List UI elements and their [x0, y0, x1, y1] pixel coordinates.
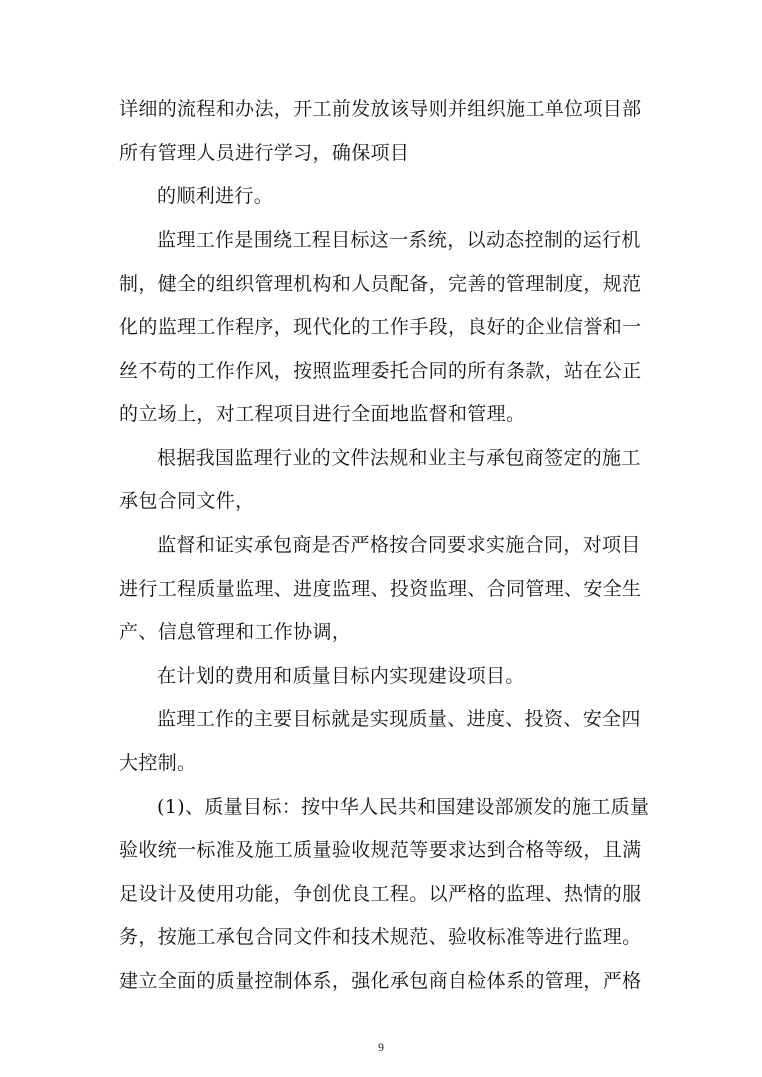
text-line: 丝不苟的工作作风，按照监理委托合同的所有条款，站在公正 — [119, 360, 642, 382]
text-line: 承包合同文件， — [119, 490, 255, 512]
paragraph-start-line: 在计划的费用和质量目标内实现建设项目。 — [157, 665, 525, 687]
text-line: 务，按施工承包合同文件和技术规范、验收标准等进行监理。 — [119, 926, 642, 948]
text-line: 所有管理人员进行学习，确保项目 — [119, 142, 410, 164]
text-line: 足设计及使用功能，争创优良工程。以严格的监理、热情的服 — [119, 883, 642, 905]
text-line: 进行工程质量监理、进度监理、投资监理、合同管理、安全生 — [119, 578, 642, 600]
text-line: 化的监理工作程序，现代化的工作手段，良好的企业信誉和一 — [119, 316, 642, 338]
text-line: 详细的流程和办法，开工前发放该导则并组织施工单位项目部 — [119, 98, 642, 120]
paragraph-start-line: 监理工作是围绕工程目标这一系统，以动态控制的运行机 — [157, 229, 641, 251]
text-line: 产、信息管理和工作协调， — [119, 621, 352, 643]
page-number: 9 — [378, 1040, 384, 1054]
paragraph-start-line: 根据我国监理行业的文件法规和业主与承包商签定的施工 — [157, 447, 641, 469]
text-line: 建立全面的质量控制体系，强化承包商自检体系的管理，严格 — [119, 970, 642, 992]
text-line: 验收统一标准及施工质量验收规范等要求达到合格等级，且满 — [119, 839, 642, 861]
text-line: 大控制。 — [119, 752, 197, 774]
paragraph-start-line: 监理工作的主要目标就是实现质量、进度、投资、安全四 — [157, 708, 641, 730]
text-line: 制，健全的组织管理机构和人员配备，完善的管理制度，规范 — [119, 273, 642, 295]
text-line: 的顺利进行。 — [157, 185, 274, 207]
paragraph-start-line: (1)、质量目标：按中华人民共和国建设部颁发的施工质量 — [157, 796, 650, 818]
text-line: 的立场上，对工程项目进行全面地监督和管理。 — [119, 403, 526, 425]
paragraph-start-line: 监督和证实承包商是否严格按合同要求实施合同，对项目 — [157, 534, 641, 556]
